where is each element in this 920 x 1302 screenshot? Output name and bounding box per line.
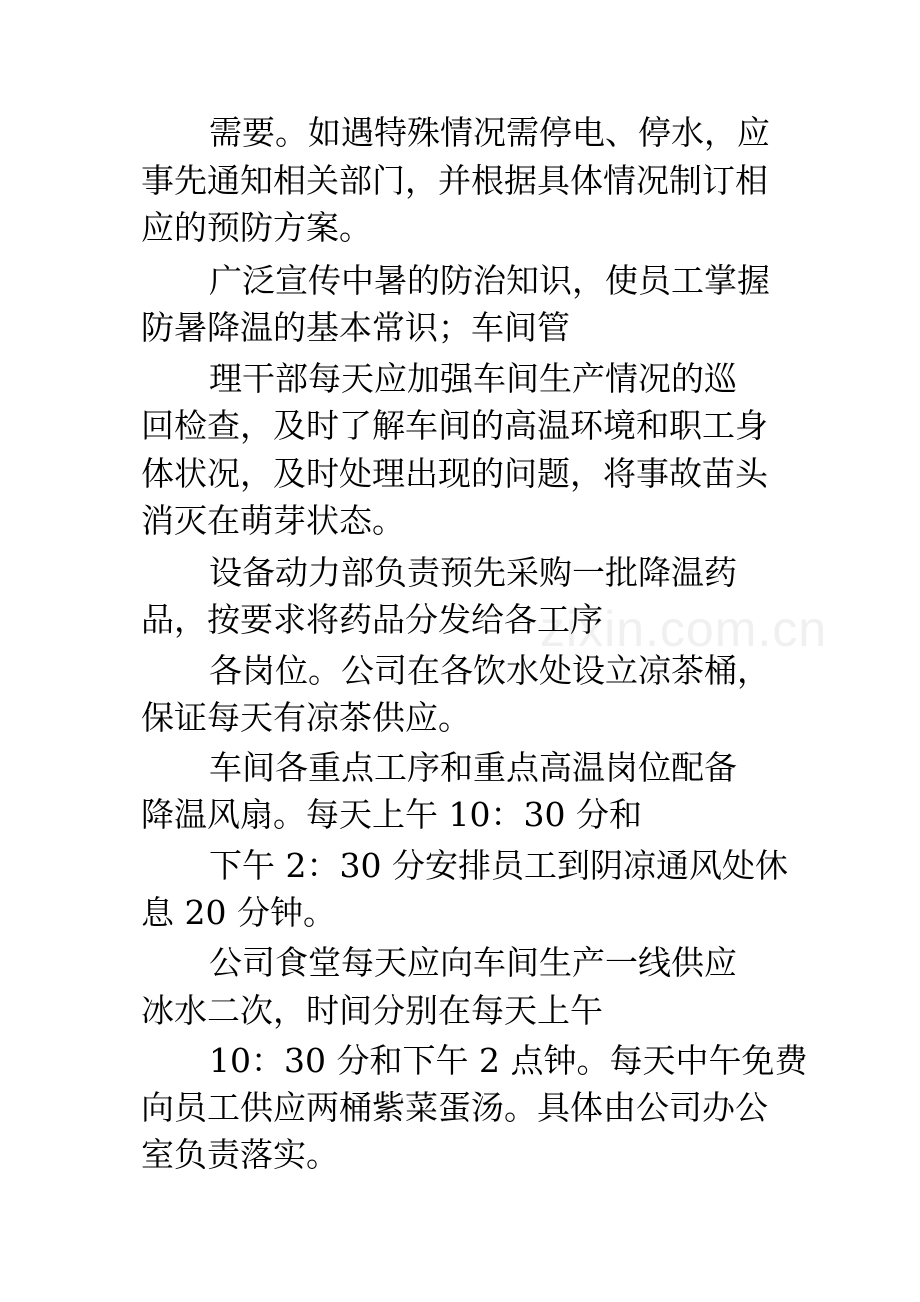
text-line: 冰水二次，时间分别在每天上午 <box>141 991 603 1030</box>
text-line: 消灭在萌芽状态。 <box>141 501 405 540</box>
text-line: 理干部每天应加强车间生产情况的巡 <box>209 359 737 398</box>
text-line: 各岗位。公司在各饮水处设立凉茶桶， <box>209 651 770 690</box>
text-line: 防暑降温的基本常识；车间管 <box>141 308 570 347</box>
text-line: 广泛宣传中暑的防治知识，使员工掌握 <box>209 261 770 300</box>
text-line: 需要。如遇特殊情况需停电、停水，应 <box>209 113 770 152</box>
text-line: 息 20 分钟。 <box>141 893 336 932</box>
text-line: 下午 2：30 分安排员工到阴凉通风处休 <box>209 846 788 885</box>
watermark: zixin.com.cn <box>540 601 828 657</box>
text-line: 回检查，及时了解车间的高温环境和职工身 <box>141 406 768 445</box>
text-line: 公司食堂每天应向车间生产一线供应 <box>209 943 737 982</box>
text-line: 保证每天有凉茶供应。 <box>141 698 471 737</box>
text-line: 应的预防方案。 <box>141 208 372 247</box>
text-line: 品，按要求将药品分发给各工序 <box>141 600 603 639</box>
text-line: 事先通知相关部门，并根据具体情况制订相 <box>141 161 768 200</box>
text-line: 室负责落实。 <box>141 1135 339 1174</box>
text-line: 降温风扇。每天上午 10：30 分和 <box>141 795 642 834</box>
text-line: 10：30 分和下午 2 点钟。每天中午免费 <box>209 1041 808 1080</box>
text-line: 向员工供应两桶紫菜蛋汤。具体由公司办公 <box>141 1088 768 1127</box>
text-line: 体状况，及时处理出现的问题，将事故苗头 <box>141 454 768 493</box>
text-line: 设备动力部负责预先采购一批降温药 <box>209 553 737 592</box>
text-line: 车间各重点工序和重点高温岗位配备 <box>209 748 737 787</box>
